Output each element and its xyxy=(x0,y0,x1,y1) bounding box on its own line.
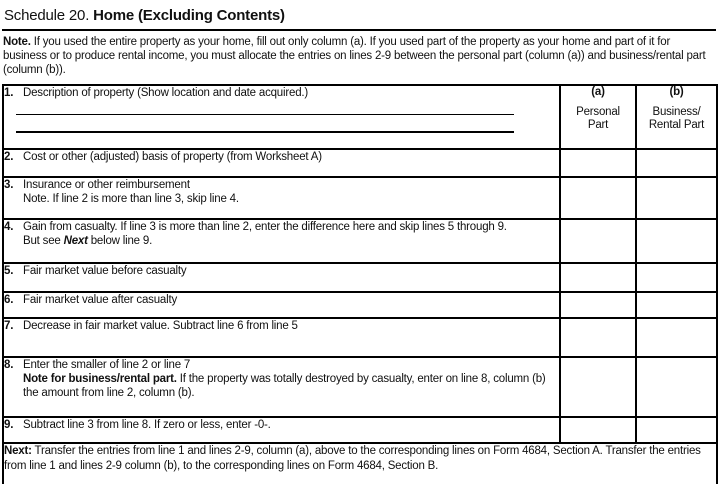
line4-label-cell xyxy=(3,219,560,263)
line9-amount-cell-b[interactable] xyxy=(636,417,717,443)
column-a-tag: (a) xyxy=(591,86,605,98)
line4-label xyxy=(23,220,559,248)
line-number: 1. xyxy=(4,87,14,99)
column-b-tag: (b) xyxy=(669,86,684,98)
next-reference: Next xyxy=(63,235,88,247)
line4-amount-cell-a[interactable] xyxy=(560,219,636,263)
line-number: 9. xyxy=(4,419,14,431)
line7-label: Decrease in fair market value. Subtract line 6 from line 5 xyxy=(23,320,298,332)
table-row-8 xyxy=(3,357,717,417)
line9-label: Subtract line 3 from line 8. If zero or less, enter -0-. xyxy=(23,419,271,431)
line-number: 5. xyxy=(4,265,14,277)
line7-label-cell xyxy=(3,318,560,357)
line8-text: Enter the smaller of line 2 or line 7 xyxy=(23,359,191,371)
line1-description-cell xyxy=(3,85,560,149)
table-row-2 xyxy=(3,149,717,177)
schedule-table xyxy=(2,84,718,484)
line3-amount-cell-a[interactable] xyxy=(560,177,636,219)
table-row-4 xyxy=(3,219,717,263)
schedule-name: Home (Excluding Contents) xyxy=(93,7,285,24)
line9-amount-cell-a[interactable] xyxy=(560,417,636,443)
line3-note: Note. If line 2 is more than line 3, skip line 4. xyxy=(23,193,239,205)
line7-amount-cell-b[interactable] xyxy=(636,318,717,357)
title-divider xyxy=(2,29,716,31)
line6-label-cell xyxy=(3,292,560,318)
line4-see-next: But see Next below line 9. xyxy=(23,235,153,247)
instructions-note xyxy=(3,35,711,77)
description-write-line-1[interactable] xyxy=(16,114,514,115)
line-number: 4. xyxy=(4,221,14,233)
line5-amount-cell-b[interactable] xyxy=(636,263,717,292)
line8-note: Note for business/rental part. If the property was totally destroyed by casualty, enter on line 8, column (b) the amount from line 2, column (b). xyxy=(23,373,546,399)
line8-note-bold: Note for business/rental part. xyxy=(23,373,177,385)
line6-label: Fair market value after casualty xyxy=(23,294,178,306)
column-b-label-line1: Business/ xyxy=(652,106,701,118)
column-a-label-line2: Part xyxy=(587,119,609,131)
table-row-7 xyxy=(3,318,717,357)
line5-label-cell xyxy=(3,263,560,292)
line6-amount-cell-b[interactable] xyxy=(636,292,717,318)
note-text: If you used the entire property as your home, fill out only column (a). If you used part of the property as your home and part of it for business or to produce rental income, you must allocate the entries on lines 2-9 between the personal part (column (a)) and business/rental part (column (b)). xyxy=(3,36,706,76)
line6-amount-cell-a[interactable] xyxy=(560,292,636,318)
line8-amount-cell-b[interactable] xyxy=(636,357,717,417)
table-footer-row xyxy=(3,443,717,484)
line1-label: Description of property (Show location and date acquired.) xyxy=(23,87,309,99)
line8-label xyxy=(23,358,559,400)
line3-amount-cell-b[interactable] xyxy=(636,177,717,219)
line4-amount-cell-b[interactable] xyxy=(636,219,717,263)
line3-text: Insurance or other reimbursement xyxy=(23,179,190,191)
line2-label: Cost or other (adjusted) basis of property (from Worksheet A) xyxy=(23,151,322,163)
line7-amount-cell-a[interactable] xyxy=(560,318,636,357)
line5-label: Fair market value before casualty xyxy=(23,265,187,277)
column-a-header xyxy=(560,85,636,149)
table-row-6 xyxy=(3,292,717,318)
next-text: Transfer the entries from line 1 and lines 2-9, column (a), above to the corresponding lines on Form 4684, Section A. Transfer the entries from line 1 and lines 2-9 column (b), to the corresponding lines on Form 4684, Section B. xyxy=(4,445,701,472)
column-a-label-line1: Personal xyxy=(576,106,620,118)
column-b-header xyxy=(636,85,717,149)
line-number: 3. xyxy=(4,179,14,191)
line2-amount-cell-a[interactable] xyxy=(560,149,636,177)
line2-label-cell xyxy=(3,149,560,177)
line5-amount-cell-a[interactable] xyxy=(560,263,636,292)
line3-label-cell xyxy=(3,177,560,219)
note-label: Note. xyxy=(3,36,31,48)
line8-label-cell xyxy=(3,357,560,417)
next-label: Next: xyxy=(4,445,32,457)
line-number: 7. xyxy=(4,320,14,332)
line8-amount-cell-a[interactable] xyxy=(560,357,636,417)
column-b-label-line2: Rental Part xyxy=(648,119,705,131)
description-write-line-2[interactable] xyxy=(16,131,514,133)
table-row-3 xyxy=(3,177,717,219)
line-number: 6. xyxy=(4,294,14,306)
line9-label-cell xyxy=(3,417,560,443)
next-instructions-cell xyxy=(3,443,717,484)
line-number: 8. xyxy=(4,359,14,371)
table-row-9 xyxy=(3,417,717,443)
line-number: 2. xyxy=(4,151,14,163)
table-row-5 xyxy=(3,263,717,292)
line3-label xyxy=(23,178,559,206)
line2-amount-cell-b[interactable] xyxy=(636,149,717,177)
schedule-number: Schedule 20. xyxy=(4,7,94,24)
page-title xyxy=(2,5,716,29)
table-row-1 xyxy=(3,85,717,149)
line4-text: Gain from casualty. If line 3 is more than line 2, enter the difference here and skip lines 5 through 9. xyxy=(23,221,507,233)
